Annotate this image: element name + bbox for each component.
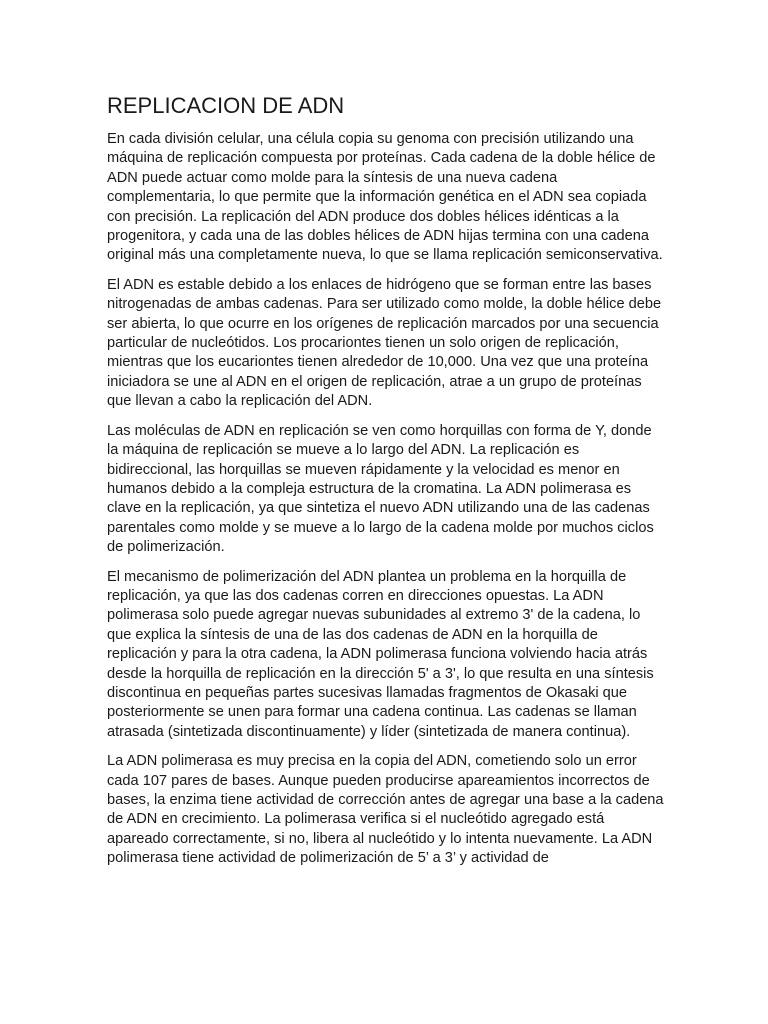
paragraph-replication-forks: Las moléculas de ADN en replicación se ven como horquillas con forma de Y, donde la máquina de replicación se mueve a lo largo del ADN. La replicación es bidireccional, las horquillas se mueven rápidamente y la velocidad es menor en humanos debido a la compleja estructura de la cromatina. La ADN polimerasa es clave en la replicación, ya que sintetiza el nuevo ADN utilizando una de las cadenas parentales como molde y se mueve a lo largo de la cadena molde por muchos ciclos de polimerización. [107,422,654,556]
paragraph-polymerase-accuracy: La ADN polimerasa es muy precisa en la copia del ADN, cometiendo solo un error cada 107 pares de bases. Aunque pueden producirse apareamientos incorrectos de bases, la enzima tiene actividad de corrección antes de agregar una base a la cadena de ADN en crecimiento. La polimerasa verifica si el nucleótido agregado está apareado correctamente, si no, libera al nucleótido y lo intenta nuevamente. La ADN polimerasa tiene actividad de polimerización de 5’ a 3’ y actividad de [107,753,664,867]
paragraph-cell-division: En cada división celular, una célula copia su genoma con precisión utilizando una máquina de replicación compuesta por proteínas. Cada cadena de la doble hélice de ADN puede actuar como molde para la síntesis de una nueva cadena complementaria, lo que permite que la información genética en el ADN sea copiada con precisión. La replicación del ADN produce dos dobles hélices idénticas a la progenitora, y cada una de las dobles hélices de ADN hijas termina con una cadena original más una completamente nueva, lo que se llama replicación semiconservativa. [107,131,663,264]
document-page [107,92,667,879]
document-title: REPLICACION DE ADN [107,93,345,118]
paragraph-dna-stability: El ADN es estable debido a los enlaces de hidrógeno que se forman entre las bases nitrogenadas de ambas cadenas. Para ser utilizado como molde, la doble hélice debe ser abierta, lo que ocurre en los orígenes de replicación marcados por una secuencia particular de nucleótidos. Los procariontes tienen un solo origen de replicación, mientras que los eucariontes tienen alrededor de 10,000. Una vez que una proteína iniciadora se une al ADN en el origen de replicación, atrae a un grupo de proteínas que llevan a cabo la replicación del ADN. [107,276,662,410]
paragraph-polymerization-mechanism: El mecanismo de polimerización del ADN plantea un problema en la horquilla de replicación, ya que las dos cadenas corren en direcciones opuestas. La ADN polimerasa solo puede agregar nuevas subunidades al extremo 3' de la cadena, lo que explica la síntesis de una de las dos cadenas de ADN en la horquilla de replicación y para la otra cadena, la ADN polimerasa funciona volviendo hacia atrás desde la horquilla de replicación en la dirección 5' a 3', lo que resulta en una síntesis discontinua en pequeñas partes sucesivas llamadas fragmentos de Okasaki que posteriormente se unen para formar una cadena continua. Las cadenas se llaman atrasada (sintetizada discontinuamente) y líder (sintetizada de manera continua). [107,568,654,740]
